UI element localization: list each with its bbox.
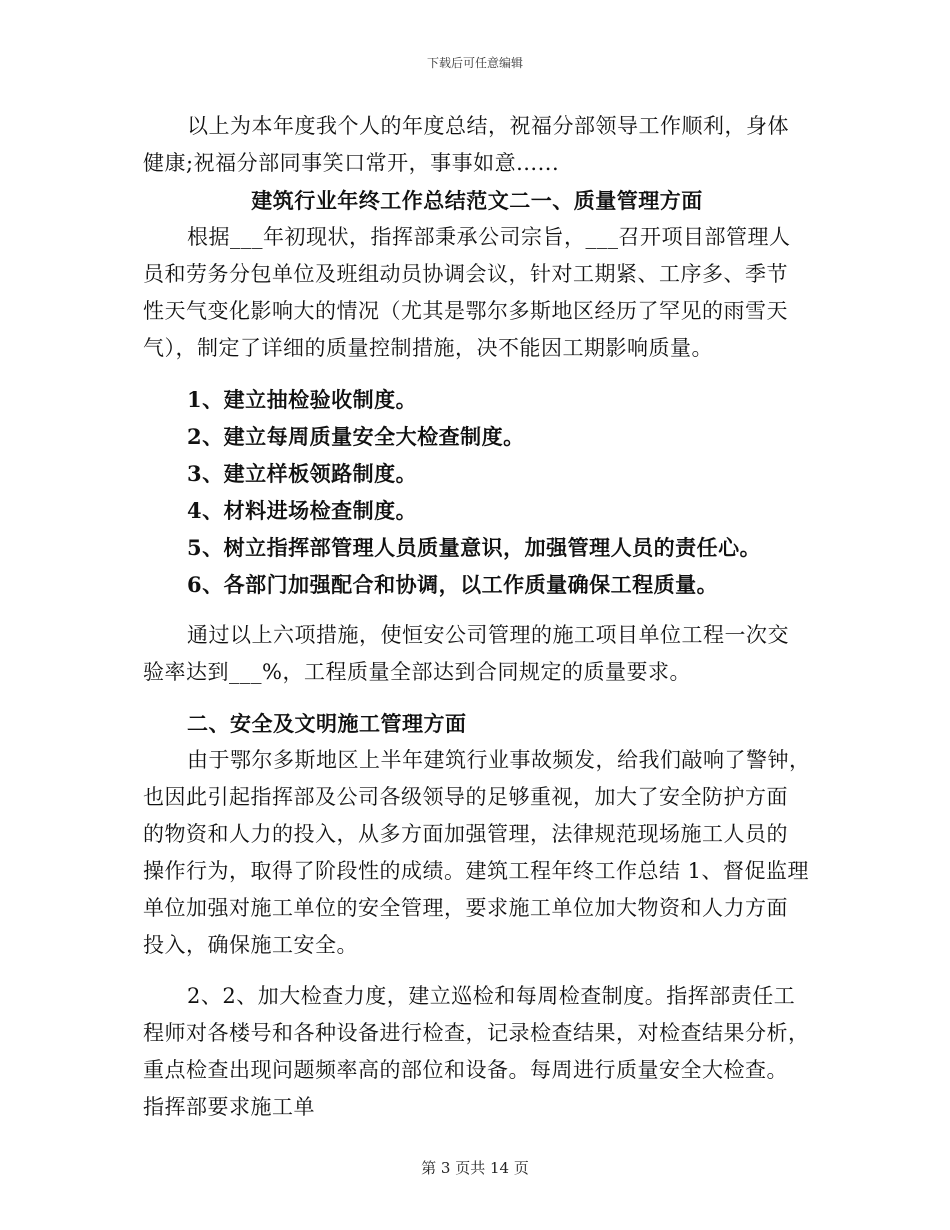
text-line: 的物资和人力的投入，从多方面加强管理，法律规范现场施工人员的 [143,822,788,846]
paragraph-safety [143,742,811,964]
text-line: 性天气变化影响大的情况（尤其是鄂尔多斯地区经历了罕见的雨雪天 [143,299,788,323]
text-line: 员和劳务分包单位及班组动员协调会议，针对工期紧、工序多、季节 [143,262,788,286]
section-title: 建筑行业年终工作总结范文二一、质量管理方面 [251,188,703,213]
paragraph-quality-intro [143,219,811,367]
paragraph-inspection [143,978,811,1126]
paragraph-closing-wishes [143,108,811,182]
measure-item: 5、树立指挥部管理人员质量意识，加强管理人员的责任心。 [187,535,762,560]
text-line: 健康;祝福分部同事笑口常开，事事如意...... [143,151,560,175]
text-line: 由于鄂尔多斯地区上半年建筑行业事故频发，给我们敲响了警钟， [187,748,811,772]
text-line: 也因此引起指挥部及公司各级领导的足够重视，加大了安全防护方面 [143,785,788,809]
paragraph-quality-result [143,617,811,691]
measure-item: 1、建立抽检验收制度。 [187,387,418,412]
page-number: 第 3 页共 14 页 [421,1159,529,1177]
measures-list [143,381,811,603]
text-line: 指挥部要求施工单 [143,1095,315,1119]
text-line: 以上为本年度我个人的年度总结，祝福分部领导工作顺利，身体 [187,114,789,138]
header-note: 下载后可任意编辑 [426,56,523,70]
measure-item: 2、建立每周质量安全大检查制度。 [187,424,525,449]
text-line: 投入，确保施工安全。 [143,933,358,957]
document-body [143,108,811,1126]
section-title-safety: 二、安全及文明施工管理方面 [187,711,467,736]
text-line: 根据___年初现状，指挥部秉承公司宗旨，___召开项目部管理人 [187,225,791,249]
text-line: 程师对各楼号和各种设备进行检查，记录检查结果，对检查结果分析， [143,1021,810,1045]
text-line: 重点检查出现问题频率高的部位和设备。每周进行质量安全大检查。 [143,1058,788,1082]
measure-item: 4、材料进场检查制度。 [187,498,418,523]
text-line: 2、2、加大检查力度，建立巡检和每周检查制度。指挥部责任工 [187,984,796,1008]
measure-item: 3、建立样板领路制度。 [187,461,418,486]
text-line: 操作行为，取得了阶段性的成绩。建筑工程年终工作总结 1、督促监理 [143,859,810,883]
text-line: 单位加强对施工单位的安全管理，要求施工单位加大物资和人力方面 [143,896,788,920]
text-line: 验率达到___%，工程质量全部达到合同规定的质量要求。 [143,660,691,684]
text-line: 气），制定了详细的质量控制措施，决不能因工期影响质量。 [143,336,713,360]
text-line: 通过以上六项措施，使恒安公司管理的施工项目单位工程一次交 [187,623,789,647]
measure-item: 6、各部门加强配合和协调，以工作质量确保工程质量。 [187,572,719,597]
